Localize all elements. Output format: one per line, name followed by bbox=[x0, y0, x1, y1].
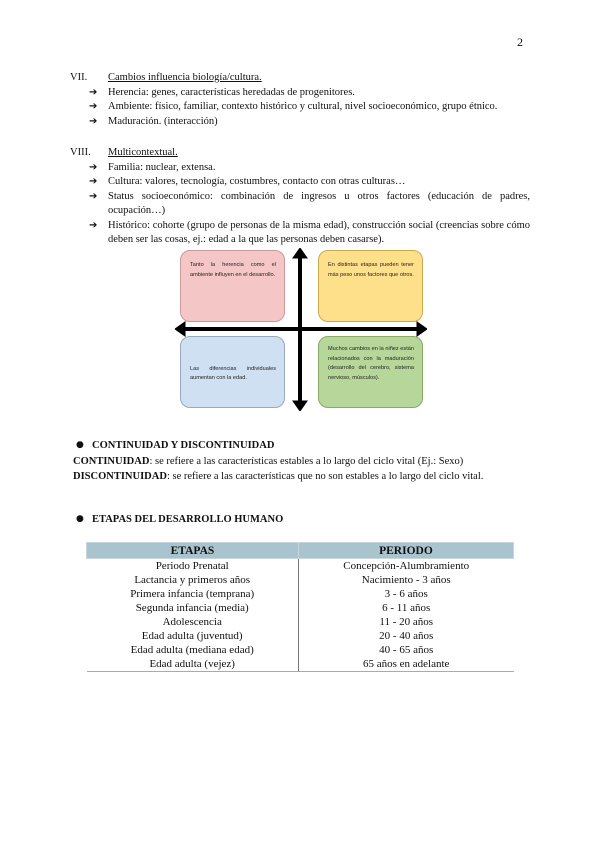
arrow-right-icon: ➔ bbox=[89, 190, 98, 202]
column-header: PERIODO bbox=[298, 543, 513, 559]
table-row: Edad adulta (vejez) 65 años en adelante bbox=[87, 657, 514, 672]
arrow-right-icon: ➔ bbox=[89, 101, 98, 112]
section-vii-title bbox=[70, 71, 530, 86]
discontinuidad-definition: DISCONTINUIDAD: se refiere a las características que no son estables a lo largo del ciclo vital. bbox=[73, 471, 484, 482]
bullet-icon: ● bbox=[76, 440, 84, 450]
continuidad-heading: ● CONTINUIDAD Y DISCONTINUIDAD bbox=[76, 440, 275, 451]
arrow-right-icon: ➔ bbox=[89, 115, 98, 127]
list-item: ➔ Status socioeconómico: combinación de ingresos u otros factores (educación de padres, ocupación…) bbox=[89, 190, 530, 216]
diagram-axes bbox=[175, 248, 427, 411]
list-item: ➔ Familia: nuclear, extensa. bbox=[70, 161, 530, 176]
table-row: Edad adulta (juventud) 20 - 40 años bbox=[87, 629, 514, 643]
column-header: ETAPAS bbox=[87, 543, 299, 559]
bullet-icon: ● bbox=[76, 514, 84, 524]
table-row: Lactancia y primeros años Nacimiento - 3 años bbox=[87, 573, 514, 587]
factors-diagram bbox=[175, 248, 427, 411]
list-item: ➔ Herencia: genes, características heredadas de progenitores. bbox=[70, 86, 530, 101]
diagram-box-top-right: En distintas etapas pueden tener más peso unos factores que otros. bbox=[318, 250, 423, 322]
section-title-text: Multicontextual. bbox=[108, 147, 178, 158]
table-row: Periodo Prenatal Concepción-Alumbramiento bbox=[87, 559, 514, 574]
section-numeral: VIII. bbox=[70, 147, 91, 158]
table-row: Primera infancia (temprana) 3 - 6 años bbox=[87, 587, 514, 601]
list-item: ➔ Histórico: cohorte (grupo de personas de la misma edad), construcción social (creencias sobre cómo deben ser las cosas, ej.: edad a la que las personas deben casarse). bbox=[89, 219, 530, 245]
continuidad-definition: CONTINUIDAD: se refiere a las características estables a lo largo del ciclo vital (Ej.: Sexo) bbox=[73, 456, 464, 467]
diagram-box-bottom-right: Muchos cambios en la niñez están relacionados con la maduración (desarrollo del cerebro, sistema nervioso, músculos). bbox=[318, 336, 423, 408]
page-number: 2 bbox=[517, 35, 523, 49]
table-row: Adolescencia 11 - 20 años bbox=[87, 615, 514, 629]
arrow-right-icon: ➔ bbox=[89, 219, 98, 231]
table-row: Edad adulta (mediana edad) 40 - 65 años bbox=[87, 643, 514, 657]
diagram-box-bottom-left: Las diferencias individuales aumentan con la edad. bbox=[180, 336, 285, 408]
arrow-right-icon: ➔ bbox=[89, 86, 98, 98]
table-row: Segunda infancia (media) 6 - 11 años bbox=[87, 601, 514, 615]
section-viii bbox=[70, 146, 530, 248]
section-vii bbox=[70, 71, 530, 129]
table-header-row bbox=[87, 543, 514, 559]
section-viii-title bbox=[70, 146, 530, 161]
etapas-heading: ● ETAPAS DEL DESARROLLO HUMANO bbox=[76, 514, 284, 525]
diagram-box-top-left: Tanto la herencia como el ambiente influyen en el desarrollo. bbox=[180, 250, 285, 322]
list-item: ➔ Maduración. (interacción) bbox=[70, 115, 530, 130]
arrow-right-icon: ➔ bbox=[89, 161, 98, 173]
stages-table bbox=[86, 542, 514, 672]
list-item: ➔ Ambiente: físico, familiar, contexto histórico y cultural, nivel socioeconómico, grupo étnico. bbox=[70, 100, 530, 115]
section-title-text: Cambios influencia biología/cultura. bbox=[108, 72, 262, 83]
arrow-right-icon: ➔ bbox=[89, 176, 98, 187]
section-numeral: VII. bbox=[70, 72, 88, 83]
list-item: ➔ Cultura: valores, tecnología, costumbres, contacto con otras culturas… bbox=[70, 175, 530, 190]
